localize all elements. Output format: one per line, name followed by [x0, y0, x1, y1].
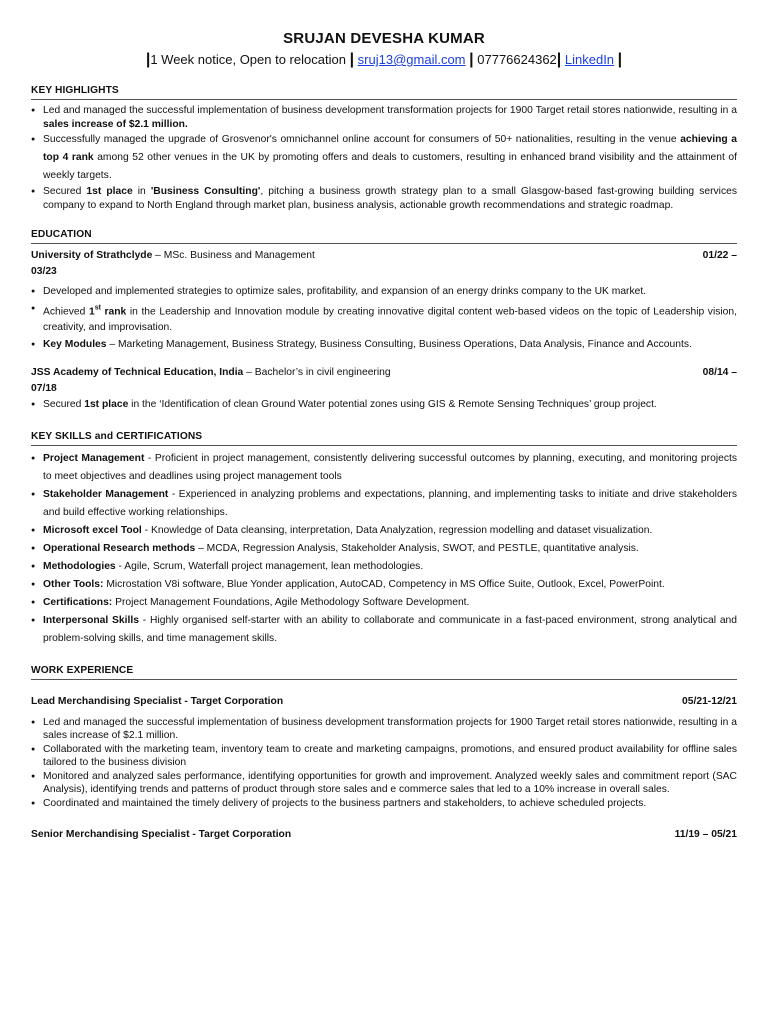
- highlights-list: [31, 104, 737, 212]
- skill-item: [31, 612, 737, 648]
- highlight-text: in: [132, 186, 151, 197]
- skill-label: Methodologies: [43, 560, 116, 572]
- degree: – Bachelor’s in civil engineering: [243, 367, 391, 379]
- skill-text: - Highly organised self-starter with an ability to collaborate and communicate in a fast-paced environment, strong analytical and problem-solving skills, and time management skills.: [43, 614, 737, 644]
- job-header: [31, 827, 737, 843]
- skill-text: – MCDA, Regression Analysis, Stakeholder Analysis, SWOT, and PESTLE, quantitative analysis.: [195, 542, 639, 554]
- skill-label: Operational Research methods: [43, 542, 196, 554]
- notice-text: 1 Week notice, Open to relocation: [150, 52, 346, 67]
- education-bullet: [31, 301, 737, 337]
- education-bullets: [31, 397, 737, 414]
- job-dates: 05/21-12/21: [682, 695, 737, 707]
- bullet-text: in the ‘Identification of clean Ground Water potential zones using GIS & Remote Sensing Techniques’ group project.: [128, 399, 657, 411]
- highlight-emphasis: sales increase of $2.1 million.: [43, 118, 188, 130]
- contact-line: [31, 51, 737, 69]
- section-heading-highlights: KEY HIGHLIGHTS: [31, 85, 737, 100]
- education-bullet: [31, 397, 737, 414]
- separator: |: [469, 51, 474, 68]
- skill-item: [31, 558, 737, 576]
- highlight-emphasis: 1st place: [86, 186, 133, 197]
- date-start: 01/22 –: [702, 250, 737, 261]
- job-header: [31, 694, 737, 710]
- separator: |: [556, 51, 562, 68]
- skill-item: [31, 522, 737, 540]
- job-bullet: ● Collaborated with the marketing team, inventory team to create and marketing campaigns, promotions, and ensured product availability for offline sales tailored to the business division: [31, 743, 737, 770]
- bullet-superscript: st: [94, 304, 101, 312]
- school-name: University of Strathclyde: [31, 250, 153, 261]
- highlight-text: Led and managed the successful implementation of business development transformation projects for 1900 Target retail stores nationwide, resulting in a: [43, 105, 737, 116]
- job-bullet: ● Led and managed the successful implementation of business development transformation projects for 1900 Target retail stores nationwide, resulting in a sales increase of $2.1 million.: [31, 716, 737, 743]
- bullet-emphasis: Key Modules: [43, 338, 107, 350]
- email-link[interactable]: sruj13@gmail.com: [357, 52, 466, 67]
- education-entry-header: [31, 365, 737, 381]
- skills-list: [31, 450, 737, 648]
- highlight-item: [31, 131, 737, 185]
- skill-item: [31, 540, 737, 558]
- job-bullets: [31, 716, 737, 811]
- skill-text: - Agile, Scrum, Waterfall project management, lean methodologies.: [115, 560, 424, 572]
- bullet-emphasis: 1: [88, 305, 95, 317]
- skill-label: Stakeholder Management: [43, 488, 169, 500]
- bullet-text: Achieved: [43, 305, 89, 317]
- skill-text: - Proficient in project management, consistently delivering successful outcomes by planning, executing, and monitoring projects to meet objectives and deadlines using project management tools: [43, 452, 737, 482]
- highlight-emphasis: 'Business Consulting': [150, 186, 261, 197]
- job-title: Senior Merchandising Specialist - Target Corporation: [31, 829, 292, 841]
- job-bullet: ● Monitored and analyzed sales performance, identifying opportunities for growth and improvement. Analyzed weekly sales and commitment report (SAC Analysis), identifying trends and patterns of product through store sales and e commerce sales that led to a 10% increase in overall sales.: [31, 770, 737, 797]
- highlight-item: [31, 104, 737, 131]
- job-dates: 11/19 – 05/21: [674, 829, 737, 841]
- skill-label: Other Tools:: [43, 578, 104, 590]
- skill-text: Project Management Foundations, Agile Methodology Software Development.: [112, 596, 470, 608]
- education-bullet: ● Developed and implemented strategies to optimize sales, profitability, and expansion of an energy drinks company to the UK market.: [31, 284, 737, 301]
- bullet-text: Secured: [43, 399, 85, 411]
- date-end: 07/18: [31, 383, 57, 395]
- degree: – MSc. Business and Management: [152, 250, 315, 261]
- job-title: Lead Merchandising Specialist - Target Corporation: [31, 695, 284, 707]
- highlight-text: , pitching a business growth strategy plan to a small Glasgow-based fast-growing building services company to expand to North England through market plan, business analysis, actionable growth recommendations and strategic roadmap.: [43, 186, 737, 211]
- education-bullets: [31, 284, 737, 353]
- job-bullet: ● Coordinated and maintained the timely delivery of projects to the business partners and stakeholders, to achieve scheduled projects.: [31, 797, 737, 811]
- section-heading-skills: KEY SKILLS and CERTIFICATIONS: [31, 431, 737, 446]
- date-start: 08/14 –: [702, 367, 737, 379]
- skill-label: Interpersonal Skills: [43, 614, 139, 626]
- skill-label: Certifications:: [43, 596, 113, 608]
- skill-item: [31, 594, 737, 612]
- phone-number: 07776624362: [477, 52, 557, 67]
- skill-text: - Knowledge of Data cleansing, interpretation, Data Analyzation, regression modelling and dataset visualization.: [141, 524, 653, 536]
- separator: |: [617, 51, 623, 68]
- school-name: JSS Academy of Technical Education, India: [31, 367, 244, 379]
- separator: |: [349, 51, 355, 68]
- skill-item: [31, 486, 737, 522]
- date-end: 03/23: [31, 266, 57, 277]
- bullet-emphasis: rank: [100, 305, 127, 317]
- education-bullet: [31, 337, 737, 354]
- highlight-text: Successfully managed the upgrade of Grosvenor's omnichannel online account for consumers of 50+ nationalities, resulting in the venue: [43, 134, 681, 145]
- skill-text: Microstation V8i software, Blue Yonder application, AutoCAD, Competency in MS Office Suite, Outlook, Excel, PowerPoint.: [103, 578, 665, 590]
- bullet-text: in the Leadership and Innovation module by creating innovative digital content web-based videos on the topic of Leadership vision, creativity, and improvisation.: [43, 305, 737, 334]
- highlight-text: Secured: [43, 186, 87, 197]
- bullet-emphasis: 1st place: [84, 399, 129, 411]
- skill-label: Project Management: [43, 452, 145, 464]
- candidate-name: SRUJAN DEVESHA KUMAR: [283, 30, 485, 47]
- skill-label: Microsoft excel Tool: [43, 524, 142, 536]
- highlight-text: among 52 other venues in the UK by promoting offers and deals to customers, resulting in enhanced brand visibility and the attainment of weekly targets.: [43, 152, 737, 181]
- skill-text: - Experienced in analyzing problems and expectations, planning, and implementing tasks to initiate and drive stakeholders and build effective working relationships.: [43, 488, 737, 518]
- section-heading-work: WORK EXPERIENCE: [31, 665, 737, 680]
- skill-item: [31, 450, 737, 486]
- bullet-text: – Marketing Management, Business Strategy, Business Consulting, Business Operations, Data Analysis, Finance and Accounts.: [106, 338, 692, 350]
- skill-item: [31, 576, 737, 594]
- highlight-emphasis: achieving a top 4 rank: [43, 134, 737, 163]
- linkedin-link[interactable]: LinkedIn: [564, 52, 615, 67]
- section-heading-education: EDUCATION: [31, 229, 737, 244]
- separator: |: [145, 51, 151, 68]
- highlight-item: [31, 185, 737, 212]
- education-entry-header: [31, 248, 737, 264]
